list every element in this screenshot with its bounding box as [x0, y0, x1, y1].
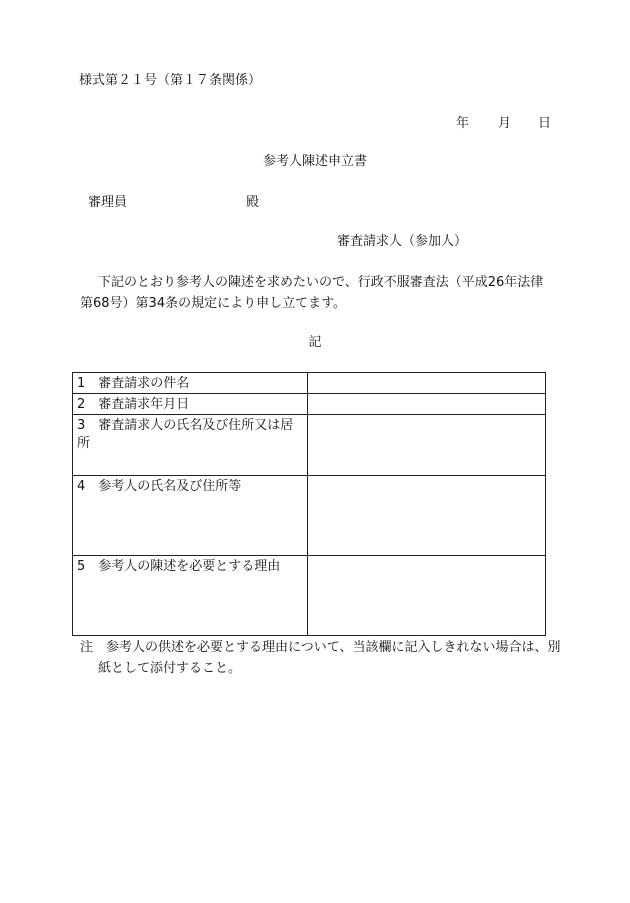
row-label: 2 審査請求年月日 — [73, 394, 308, 415]
row-value[interactable] — [308, 415, 546, 476]
requester-label: 審査請求人（参加人） — [337, 234, 468, 249]
row-label: 5 参考人の陳述を必要とする理由 — [73, 556, 308, 636]
row-label: 1 審査請求の件名 — [73, 373, 308, 394]
row-value[interactable] — [308, 373, 546, 394]
date-day-label: 日 — [538, 116, 552, 131]
date-line — [456, 116, 551, 132]
row-value[interactable] — [308, 476, 546, 556]
table-row — [73, 394, 546, 415]
table-row — [73, 373, 546, 394]
date-year-label: 年 — [456, 116, 470, 131]
row-label: 4 参考人の氏名及び住所等 — [73, 476, 308, 556]
addressee-honorific: 殿 — [246, 195, 260, 210]
row-value[interactable] — [308, 556, 546, 636]
table-row — [73, 556, 546, 636]
row-value[interactable] — [308, 394, 546, 415]
addressee-label: 審理員 — [88, 195, 128, 210]
table-row — [73, 415, 546, 476]
table-row — [73, 476, 546, 556]
body-paragraph: 下記のとおり参考人の陳述を求めたいので、行政不服審査法（平成26年法律第68号）第34条の規定により申し立てます。 — [80, 275, 544, 311]
row-label: 3 審査請求人の氏名及び住所又は居所 — [73, 415, 308, 476]
document-title: 参考人陳述申立書 — [262, 154, 367, 169]
date-month-label: 月 — [498, 116, 512, 131]
ki-heading: 記 — [308, 335, 322, 350]
items-table — [72, 372, 546, 636]
footnote: 注 参考人の供述を必要とする理由について、当該欄に記入しきれない場合は、別紙として添付すること。 — [80, 640, 561, 676]
form-number: 様式第２１号（第１７条関係） — [79, 73, 262, 88]
